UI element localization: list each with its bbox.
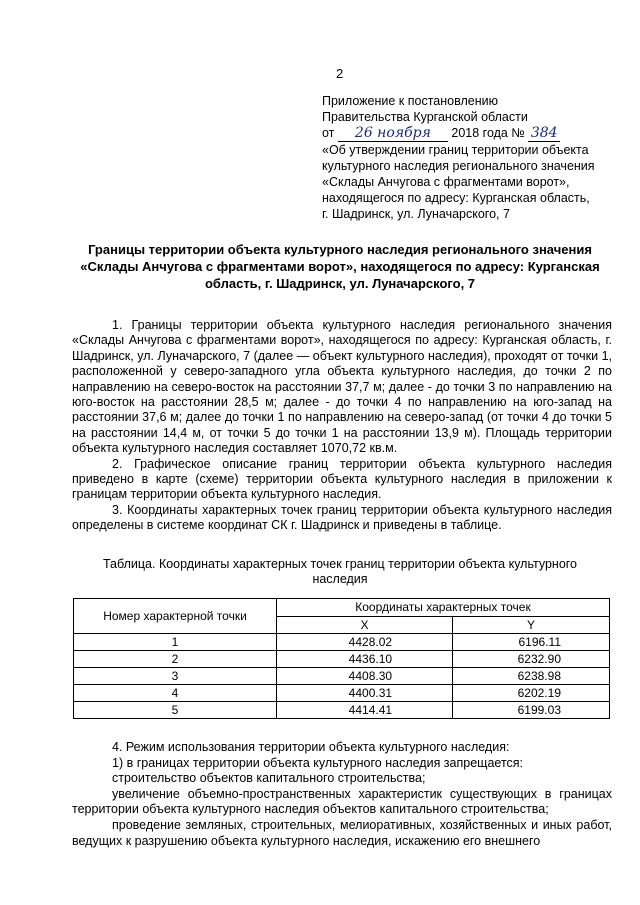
coord-x: 4414.41	[277, 702, 453, 719]
page-number: 2	[336, 66, 344, 81]
point-number: 4	[74, 685, 277, 702]
document-title: Границы территории объекта культурного наследия регионального значения «Склады Анчугова с фрагментами ворот», находящегося по адресу: Курганская область, г. Шадринск, ул. Луначарского, 7	[80, 242, 600, 291]
appendix-about-5: г. Шадринск, ул. Луначарского, 7	[322, 207, 510, 221]
handwritten-date: 26 ноября	[338, 125, 448, 142]
header-point-number: Номер характерной точки	[74, 599, 277, 634]
table-caption: Таблица. Координаты характерных точек границ территории объекта культурного наследия	[102, 557, 578, 586]
appendix-about-3: «Склады Анчугова с фрагментами ворот»,	[322, 175, 570, 189]
appendix-header	[322, 93, 622, 222]
point-number: 3	[74, 668, 277, 685]
coord-x: 4408.30	[277, 668, 453, 685]
table-row	[74, 702, 610, 719]
from-label: от	[322, 126, 335, 140]
handwritten-number: 384	[528, 125, 560, 142]
coord-y: 6232.90	[453, 651, 610, 668]
header-y: Y	[453, 616, 610, 634]
appendix-line-1: Приложение к постановлению	[322, 94, 498, 108]
appendix-date-line	[322, 125, 622, 142]
year-label: 2018 года №	[451, 126, 525, 140]
appendix-line-2: Правительства Курганской области	[322, 110, 528, 124]
appendix-about-4: находящегося по адресу: Курганская область,	[322, 191, 590, 205]
coord-y: 6199.03	[453, 702, 610, 719]
paragraph-1: 1. Границы территории объекта культурного наследия регионального значения «Склады Анчугова с фрагментами ворот», находящегося по адресу: Курганская область, г. Шадринск, ул. Луначарского, 7 (далее — объект культурного наследия), проходят от точки 1, расположенной у северо-западного угла объекта культурного наследия, до точки 2 по направлению на северо-восток на расстоянии 37,7 м; далее - до точки 3 по направлению на юго-восток на расстоянии 28,5 м; далее - до точки 4 по направлению на юго-запад на расстоянии 37,6 м; далее до точки 1 по направлению на северо-запад (от точки 4 до точки 5 на расстоянии 14,4 м, от точки 5 до точки 1 на расстоянии 13,9 м). Площадь территории объекта культурного наследия составляет 1070,72 кв.м.	[72, 318, 612, 456]
header-x: X	[277, 616, 453, 634]
coord-y: 6238.98	[453, 668, 610, 685]
coord-y: 6202.19	[453, 685, 610, 702]
section-4	[72, 740, 612, 849]
paragraph-2: 2. Графическое описание границ территории объекта культурного наследия приведено в карте (схеме) территории объекта культурного наследия в приложении к границам территории объекта культурного наследия.	[72, 456, 612, 502]
point-number: 2	[74, 651, 277, 668]
section-4-item-1a: строительство объектов капитального строительства;	[112, 771, 426, 786]
coord-x: 4428.02	[277, 634, 453, 651]
coord-x: 4400.31	[277, 685, 453, 702]
coord-x: 4436.10	[277, 651, 453, 668]
table-row	[74, 668, 610, 685]
section-4-item-1: 1) в границах территории объекта культурного наследия запрещается:	[112, 755, 524, 770]
coordinates-table	[73, 598, 610, 719]
document-body	[72, 318, 612, 534]
table-row	[74, 634, 610, 651]
section-4-heading: 4. Режим использования территории объекта культурного наследия:	[112, 740, 510, 754]
header-coordinates: Координаты характерных точек	[277, 599, 610, 617]
coord-y: 6196.11	[453, 634, 610, 651]
point-number: 5	[74, 702, 277, 719]
table-header-row	[74, 599, 610, 617]
section-4-item-1c: проведение земляных, строительных, мелиоративных, хозяйственных и иных работ, ведущих к разрушению объекта культурного наследия, искажению его внешнего	[72, 817, 612, 848]
table-row	[74, 685, 610, 702]
appendix-about-1: «Об утверждении границ территории объекта	[322, 143, 589, 157]
section-4-item-1b: увеличение объемно-пространственных характеристик существующих в границах территории объекта культурного наследия объектов капитального строительства;	[72, 786, 612, 817]
appendix-about-2: культурного наследия регионального значения	[322, 159, 595, 173]
point-number: 1	[74, 634, 277, 651]
paragraph-3: 3. Координаты характерных точек границ территории объекта культурного наследия определены в системе координат СК г. Шадринск и приведены в таблице.	[72, 502, 612, 533]
table-row	[74, 651, 610, 668]
